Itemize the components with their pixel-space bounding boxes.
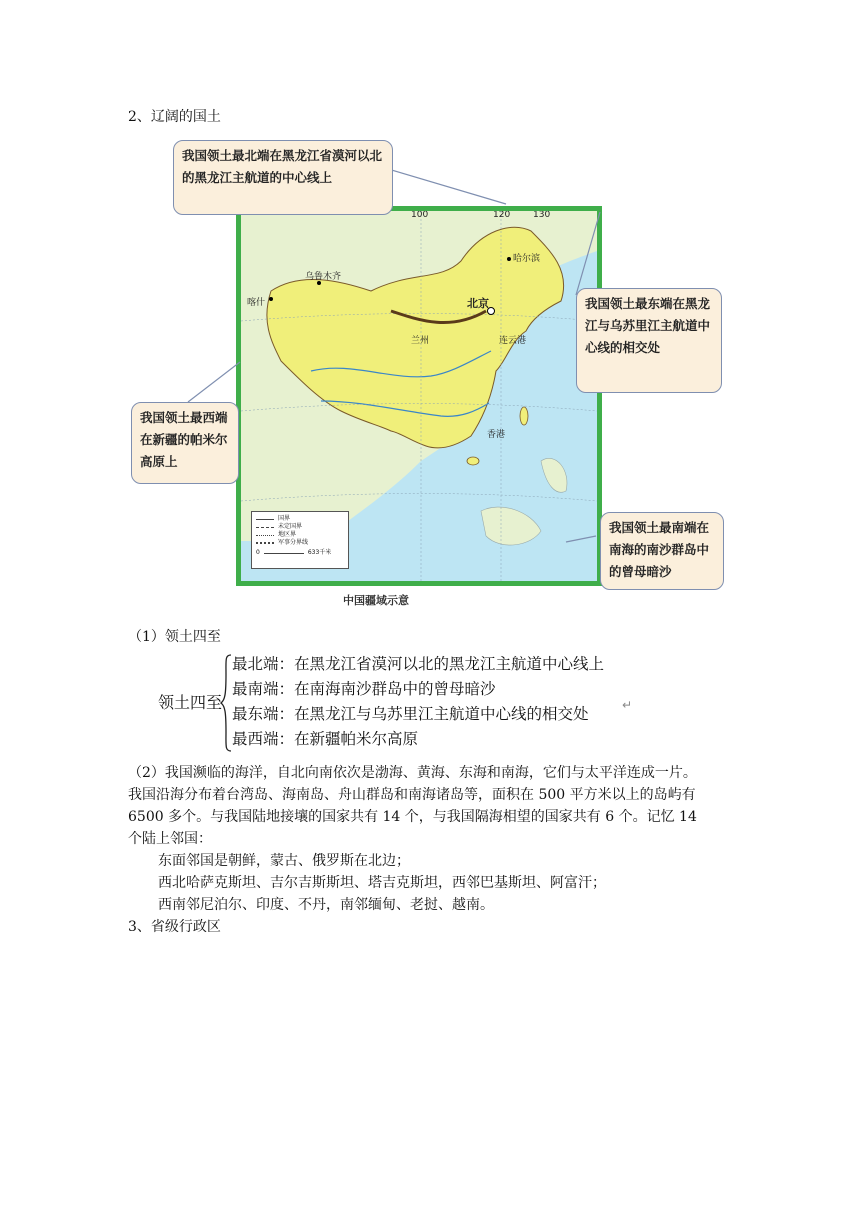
legend-scale-zero: 0	[256, 549, 260, 556]
map-label-kashgar: 喀什	[247, 298, 266, 308]
map-label-lon-130: 130	[533, 210, 551, 220]
para-line: 个陆上邻国：	[128, 831, 212, 847]
neighbors-northwest: 西北哈萨克斯坦、吉尔吉斯斯坦、塔吉克斯坦，西邻巴基斯坦、阿富汗；	[158, 875, 606, 891]
territory-extremes-brace	[158, 652, 638, 752]
brace-title: 领土四至	[158, 693, 223, 712]
neighbors-list	[158, 850, 606, 916]
section-heading-3: 3、省级行政区	[128, 919, 221, 935]
legend-item: 军事分界线	[278, 539, 309, 546]
legend-item: 地区界	[278, 531, 297, 538]
map-label-lanzhou: 兰州	[411, 336, 430, 346]
map-label-lianyungang: 连云港	[499, 336, 527, 346]
neighbors-east: 东面邻国是朝鲜，蒙古、俄罗斯在北边；	[158, 853, 410, 869]
paragraph-2	[128, 762, 738, 850]
figure-caption: 中国疆域示意	[343, 594, 409, 607]
para-line: （2）我国濒临的海洋，自北向南依次是渤海、黄海、东海和南海，它们与太平洋连成一片。	[128, 765, 697, 781]
callout-north: 我国领土最北端在黑龙江省漠河以北的黑龙江主航道的中心线上	[173, 140, 393, 215]
callout-east: 我国领土最东端在黑龙江与乌苏里江主航道中心线的相交处	[576, 288, 722, 393]
brace-item-east: 最东端：在黑龙江与乌苏里江主航道中心线的相交处	[232, 705, 589, 723]
brace-icon	[220, 654, 232, 752]
map-label-lon-100: 100	[411, 210, 429, 220]
legend-item: 未定国界	[278, 523, 303, 530]
map-label-hongkong: 香港	[487, 430, 506, 440]
brace-item-south: 最南端：在南海南沙群岛中的曾母暗沙	[232, 680, 496, 698]
section-heading-2: 2、辽阔的国土	[128, 109, 221, 125]
callout-west: 我国领土最西端在新疆的帕米尔高原上	[131, 402, 239, 484]
map-label-urumqi: 乌鲁木齐	[305, 272, 342, 282]
map-label-harbin: 哈尔滨	[513, 254, 541, 264]
return-mark: ↵	[622, 698, 633, 712]
callout-south: 我国领土最南端在南海的南沙群岛中的曾母暗沙	[600, 512, 724, 590]
brace-list	[232, 652, 604, 752]
territory-map-figure	[128, 140, 711, 615]
para-line: 6500 多个。与我国陆地接壤的国家共有 14 个，与我国隔海相望的国家共有 6 个。记忆 14	[128, 809, 697, 825]
brace-item-west: 最西端：在新疆帕米尔高原	[232, 730, 419, 748]
map-label-lon-120: 120	[493, 210, 511, 220]
legend-item: 国界	[278, 515, 291, 522]
subheading-1: （1）领土四至	[128, 629, 221, 645]
map-label-beijing: 北京	[467, 297, 489, 310]
para-line: 我国沿海分布着台湾岛、海南岛、舟山群岛和南海诸岛等，面积在 500 平方米以上的岛屿有	[128, 787, 696, 803]
legend-scale-max: 633千米	[307, 549, 332, 556]
neighbors-southwest: 西南邻尼泊尔、印度、不丹，南邻缅甸、老挝、越南。	[158, 897, 494, 913]
brace-item-north: 最北端：在黑龙江省漠河以北的黑龙江主航道中心线上	[232, 655, 605, 673]
